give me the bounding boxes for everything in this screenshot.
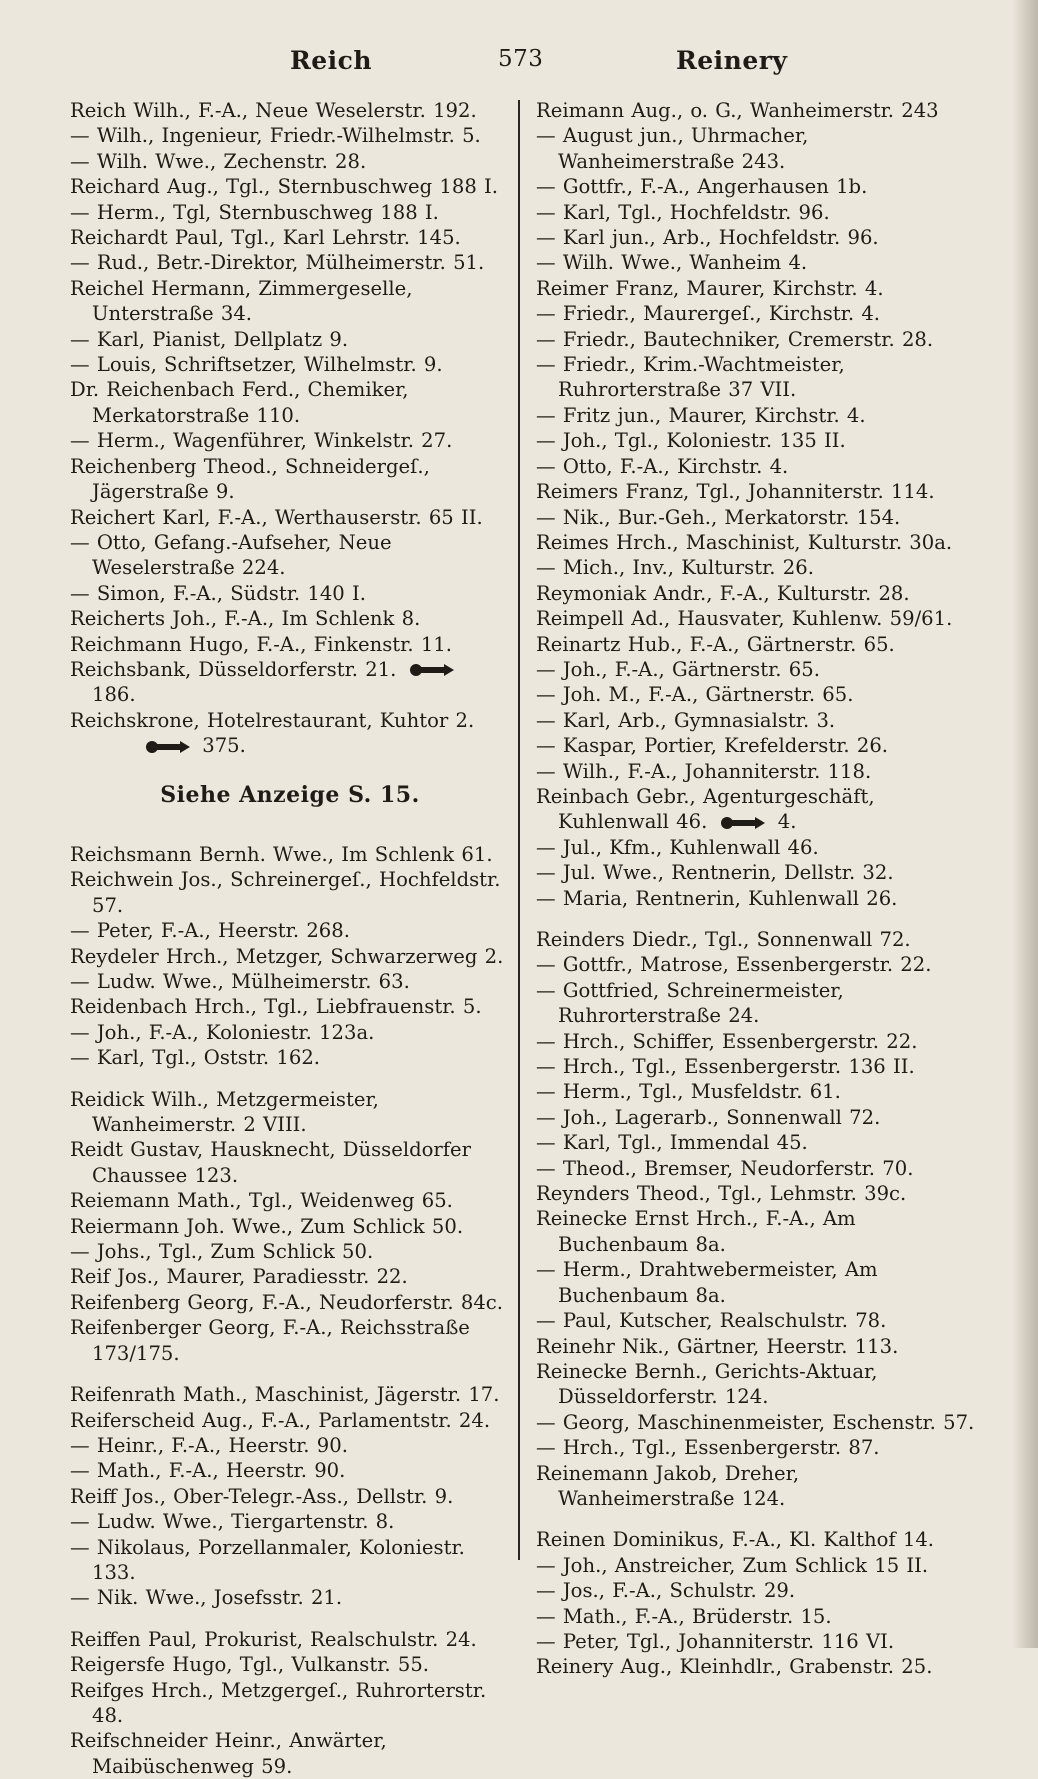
directory-entry: Reiferscheid Aug., F.-A., Parlamentstr. 24.: [70, 1408, 491, 1432]
directory-entry: — Ludw. Wwe., Tiergartenstr. 8.: [70, 1510, 395, 1534]
directory-entry: Reynders Theod., Tgl., Lehmstr. 39c.: [536, 1182, 907, 1206]
directory-entry: Reicherts Joh., F.-A., Im Schlenk 8.: [70, 607, 421, 631]
directory-entry: Reifges Hrch., Metzgergeſ., Ruhrorterstr. 48.: [70, 1678, 487, 1727]
directory-entry: Reigersfe Hugo, Tgl., Vulkanstr. 55.: [70, 1653, 430, 1677]
group-gap: [536, 1511, 976, 1527]
telephone-icon: [408, 663, 456, 677]
entry-group: [70, 1627, 510, 1779]
directory-entry-reichsbank: [70, 657, 510, 708]
directory-entry: — Jos., F.-A., Schulstr. 29.: [536, 1579, 796, 1603]
directory-entry: Reinen Dominikus, F.-A., Kl. Kalthof 14.: [536, 1528, 935, 1552]
directory-entry: — Wilh., F.-A., Johanniterstr. 118.: [536, 759, 872, 783]
directory-entry: Reimers Franz, Tgl., Johanniterstr. 114.: [536, 480, 935, 504]
telephone-number: 186.: [92, 683, 136, 707]
directory-entry: — Fritz jun., Maurer, Kirchstr. 4.: [536, 403, 866, 427]
directory-entry: Reinecke Bernh., Gerichts-Aktuar, Düsseldorferstr. 124.: [536, 1359, 878, 1409]
telephone-icon: [144, 740, 192, 754]
directory-entry: — Wilh. Wwe., Wanheim 4.: [536, 251, 808, 275]
directory-entry: — Joh. M., F.-A., Gärtnerstr. 65.: [536, 683, 854, 707]
running-header: [0, 46, 1038, 82]
directory-entry: — Nikolaus, Porzellanmaler, Koloniestr. 133.: [70, 1535, 465, 1584]
directory-entry: Reidick Wilh., Metzgermeister, Wanheimerstr. 2 VIII.: [70, 1087, 379, 1137]
telephone-number: 375.: [202, 734, 246, 758]
directory-entry: Reinehr Nik., Gärtner, Heerstr. 113.: [536, 1334, 899, 1358]
directory-entry: Reichmann Hugo, F.-A., Finkenstr. 11.: [70, 632, 452, 656]
directory-entry: — Wilh. Wwe., Zechenstr. 28.: [70, 149, 367, 173]
directory-entry: — Hrch., Schiffer, Essenbergerstr. 22.: [536, 1029, 918, 1053]
directory-entry: — Karl, Arb., Gymnasialstr. 3.: [536, 708, 836, 732]
directory-entry: — August jun., Uhrmacher, Wanheimerstraße 243.: [536, 124, 809, 173]
directory-entry: Reimann Aug., o. G., Wanheimerstr. 243: [536, 99, 939, 122]
telephone-number: 4.: [777, 810, 797, 834]
directory-entry: — Georg, Maschinenmeister, Eschenstr. 57.: [536, 1410, 975, 1434]
directory-entry: Reifschneider Heinr., Anwärter, Maibüschenweg 59.: [70, 1729, 387, 1778]
group-gap: [70, 1366, 510, 1382]
directory-entry: — Nik., Bur.-Geh., Merkatorstr. 154.: [536, 505, 901, 529]
directory-entry: Reidt Gustav, Hausknecht, Düsseldorfer Chaussee 123.: [70, 1138, 472, 1187]
directory-entry: — Mich., Inv., Kulturstr. 26.: [536, 556, 814, 580]
entry-group: [536, 927, 976, 1511]
directory-entry: Reinery Aug., Kleinhdlr., Grabenstr. 25.: [536, 1655, 933, 1679]
entry-text: Reichsbank, Düsseldorferstr. 21.: [70, 657, 397, 681]
page-edge-shadow: [1012, 0, 1038, 1648]
directory-entry: Reinartz Hub., F.-A., Gärtnerstr. 65.: [536, 632, 895, 656]
directory-entry: — Louis, Schriftsetzer, Wilhelmstr. 9.: [70, 353, 443, 377]
entry-group: [70, 1087, 510, 1366]
directory-entry: — Math., F.-A., Heerstr. 90.: [70, 1459, 346, 1483]
directory-entry: — Maria, Rentnerin, Kuhlenwall 26.: [536, 886, 898, 910]
directory-entry: — Gottfr., F.-A., Angerhausen 1b.: [536, 175, 868, 199]
directory-entry: Reichel Hermann, Zimmergeselle, Unterstraße 34.: [70, 276, 413, 326]
directory-entry: Reiffen Paul, Prokurist, Realschulstr. 24.: [70, 1627, 477, 1651]
advertisement-reference: Siehe Anzeige S. 15.: [160, 781, 420, 808]
directory-entry: Reifenberger Georg, F.-A., Reichsstraße 173/175.: [70, 1316, 470, 1365]
directory-entry: — Joh., F.-A., Gärtnerstr. 65.: [536, 657, 820, 681]
directory-entry: — Gottfr., Matrose, Essenbergerstr. 22.: [536, 953, 932, 977]
entry-group: [70, 842, 510, 1071]
entry-text: Reinbach Gebr., Agenturgeschäft, Kuhlenwall 46.: [536, 784, 875, 834]
directory-entry: — Herm., Wagenführer, Winkelstr. 27.: [70, 429, 453, 453]
reichskrone-phone-row: [70, 733, 510, 758]
directory-entry: — Heinr., F.-A., Heerstr. 90.: [70, 1433, 348, 1457]
directory-entry: Reichwein Jos., Schreinergeſ., Hochfeldstr. 57.: [70, 868, 501, 917]
directory-entry: Reichert Karl, F.-A., Werthauserstr. 65 II.: [70, 505, 483, 529]
directory-entry: — Friedr., Bautechniker, Cremerstr. 28.: [536, 327, 934, 351]
directory-entry: — Peter, Tgl., Johanniterstr. 116 VI.: [536, 1629, 895, 1653]
directory-entry: — Joh., Anstreicher, Zum Schlick 15 II.: [536, 1553, 929, 1577]
entry-group: [536, 1527, 976, 1679]
directory-entry: — Friedr., Maurergeſ., Kirchstr. 4.: [536, 302, 881, 326]
directory-entry: Reimpell Ad., Hausvater, Kuhlenw. 59/61.: [536, 607, 953, 631]
directory-entry: — Karl, Pianist, Dellplatz 9.: [70, 327, 349, 351]
directory-entry: Dr. Reichenbach Ferd., Chemiker, Merkatorstraße 110.: [70, 378, 409, 427]
directory-entry: Reichsmann Bernh. Wwe., Im Schlenk 61.: [70, 842, 493, 866]
directory-entry: — Karl, Tgl., Hochfeldstr. 96.: [536, 200, 830, 224]
left-column: [70, 98, 510, 1779]
directory-entry: Reichard Aug., Tgl., Sternbuschweg 188 I.: [70, 175, 499, 199]
directory-entry-reinbach: [536, 784, 976, 835]
entry-group: [536, 98, 976, 784]
directory-entry: Reichenberg Theod., Schneidergeſ., Jägerstraße 9.: [70, 454, 430, 504]
directory-entry: — Paul, Kutscher, Realschulstr. 78.: [536, 1309, 887, 1333]
directory-entry: — Karl jun., Arb., Hochfeldstr. 96.: [536, 226, 879, 250]
directory-entry: — Herm., Tgl, Sternbuschweg 188 I.: [70, 200, 439, 224]
directory-entry: — Ludw. Wwe., Mülheimerstr. 63.: [70, 970, 410, 993]
group-gap: [536, 911, 976, 927]
directory-entry: — Kaspar, Portier, Krefelderstr. 26.: [536, 734, 889, 758]
directory-entry: Reymoniak Andr., F.-A., Kulturstr. 28.: [536, 581, 910, 605]
directory-entry: — Peter, F.-A., Heerstr. 268.: [70, 919, 350, 943]
directory-entry: — Hrch., Tgl., Essenbergerstr. 136 II.: [536, 1055, 915, 1079]
directory-entry: — Herm., Tgl., Musfeldstr. 61.: [536, 1080, 841, 1104]
directory-entry: — Karl, Tgl., Immendal 45.: [536, 1131, 808, 1155]
directory-entry-reichskrone: [70, 708, 510, 733]
directory-entry: Reichardt Paul, Tgl., Karl Lehrstr. 145.: [70, 226, 461, 250]
directory-entry: — Math., F.-A., Brüderstr. 15.: [536, 1604, 832, 1628]
directory-entry: — Joh., Lagerarb., Sonnenwall 72.: [536, 1105, 881, 1129]
directory-entry: Reidenbach Hrch., Tgl., Liebfrauenstr. 5.: [70, 995, 482, 1019]
entry-group: [536, 835, 976, 911]
header-left-keyword: Reich: [290, 46, 373, 75]
directory-entry: Reydeler Hrch., Metzger, Schwarzerweg 2.: [70, 944, 504, 968]
column-divider: [518, 100, 520, 1560]
directory-entry: Reiermann Joh. Wwe., Zum Schlick 50.: [70, 1214, 464, 1238]
directory-entry: — Wilh., Ingenieur, Friedr.-Wilhelmstr. 5.: [70, 124, 481, 148]
entry-text: Reichskrone, Hotelrestaurant, Kuhtor 2.: [70, 708, 475, 732]
directory-entry: — Gottfried, Schreinermeister, Ruhrorterstraße 24.: [536, 978, 844, 1028]
directory-entry: Reinecke Ernst Hrch., F.-A., Am Buchenbaum 8a.: [536, 1207, 856, 1256]
directory-entry: — Karl, Tgl., Oststr. 162.: [70, 1046, 321, 1070]
directory-entry: — Theod., Bremser, Neudorferstr. 70.: [536, 1156, 914, 1180]
directory-entry: Reimes Hrch., Maschinist, Kulturstr. 30a.: [536, 530, 953, 554]
directory-entry: — Joh., Tgl., Koloniestr. 135 II.: [536, 429, 846, 453]
directory-entry: Reiemann Math., Tgl., Weidenweg 65.: [70, 1189, 453, 1213]
directory-entry: Reiff Jos., Ober-Telegr.-Ass., Dellstr. 9.: [70, 1484, 454, 1508]
directory-entry: Reich Wilh., F.-A., Neue Weselerstr. 192.: [70, 99, 477, 122]
group-gap: [70, 1611, 510, 1627]
telephone-icon: [719, 816, 767, 830]
directory-entry: — Hrch., Tgl., Essenbergerstr. 87.: [536, 1436, 880, 1460]
right-column: [536, 98, 976, 1680]
directory-entry: — Nik. Wwe., Josefsstr. 21.: [70, 1586, 343, 1610]
directory-entry: Reinders Diedr., Tgl., Sonnenwall 72.: [536, 928, 911, 951]
page-number: 573: [498, 46, 544, 72]
directory-entry: — Jul. Wwe., Rentnerin, Dellstr. 32.: [536, 861, 894, 885]
directory-entry: — Friedr., Krim.-Wachtmeister, Ruhrorterstraße 37 VII.: [536, 353, 845, 402]
entry-group: [70, 1382, 510, 1611]
directory-entry: Reifenberg Georg, F.-A., Neudorferstr. 84c.: [70, 1290, 504, 1314]
directory-entry: — Rud., Betr.-Direktor, Mülheimerstr. 51.: [70, 251, 485, 275]
directory-entry: — Otto, Gefang.-Aufseher, Neue Weselerstraße 224.: [70, 530, 392, 580]
directory-entry: — Joh., F.-A., Koloniestr. 123a.: [70, 1020, 375, 1044]
directory-entry: — Otto, F.-A., Kirchstr. 4.: [536, 454, 789, 478]
directory-entry: Reinemann Jakob, Dreher, Wanheimerstraße 124.: [536, 1461, 800, 1510]
directory-entry: — Simon, F.-A., Südstr. 140 I.: [70, 581, 366, 605]
directory-entry: — Jul., Kfm., Kuhlenwall 46.: [536, 835, 819, 859]
directory-entry: — Johs., Tgl., Zum Schlick 50.: [70, 1240, 374, 1264]
directory-entry: Reif Jos., Maurer, Paradiesstr. 22.: [70, 1265, 408, 1289]
entry-group: [70, 98, 510, 657]
group-gap: [70, 1071, 510, 1087]
directory-entry: Reifenrath Math., Maschinist, Jägerstr. 17.: [70, 1383, 500, 1407]
directory-entry: Reimer Franz, Maurer, Kirchstr. 4.: [536, 276, 884, 300]
header-right-keyword: Reinery: [676, 46, 788, 75]
directory-entry: — Herm., Drahtwebermeister, Am Buchenbaum 8a.: [536, 1258, 878, 1307]
